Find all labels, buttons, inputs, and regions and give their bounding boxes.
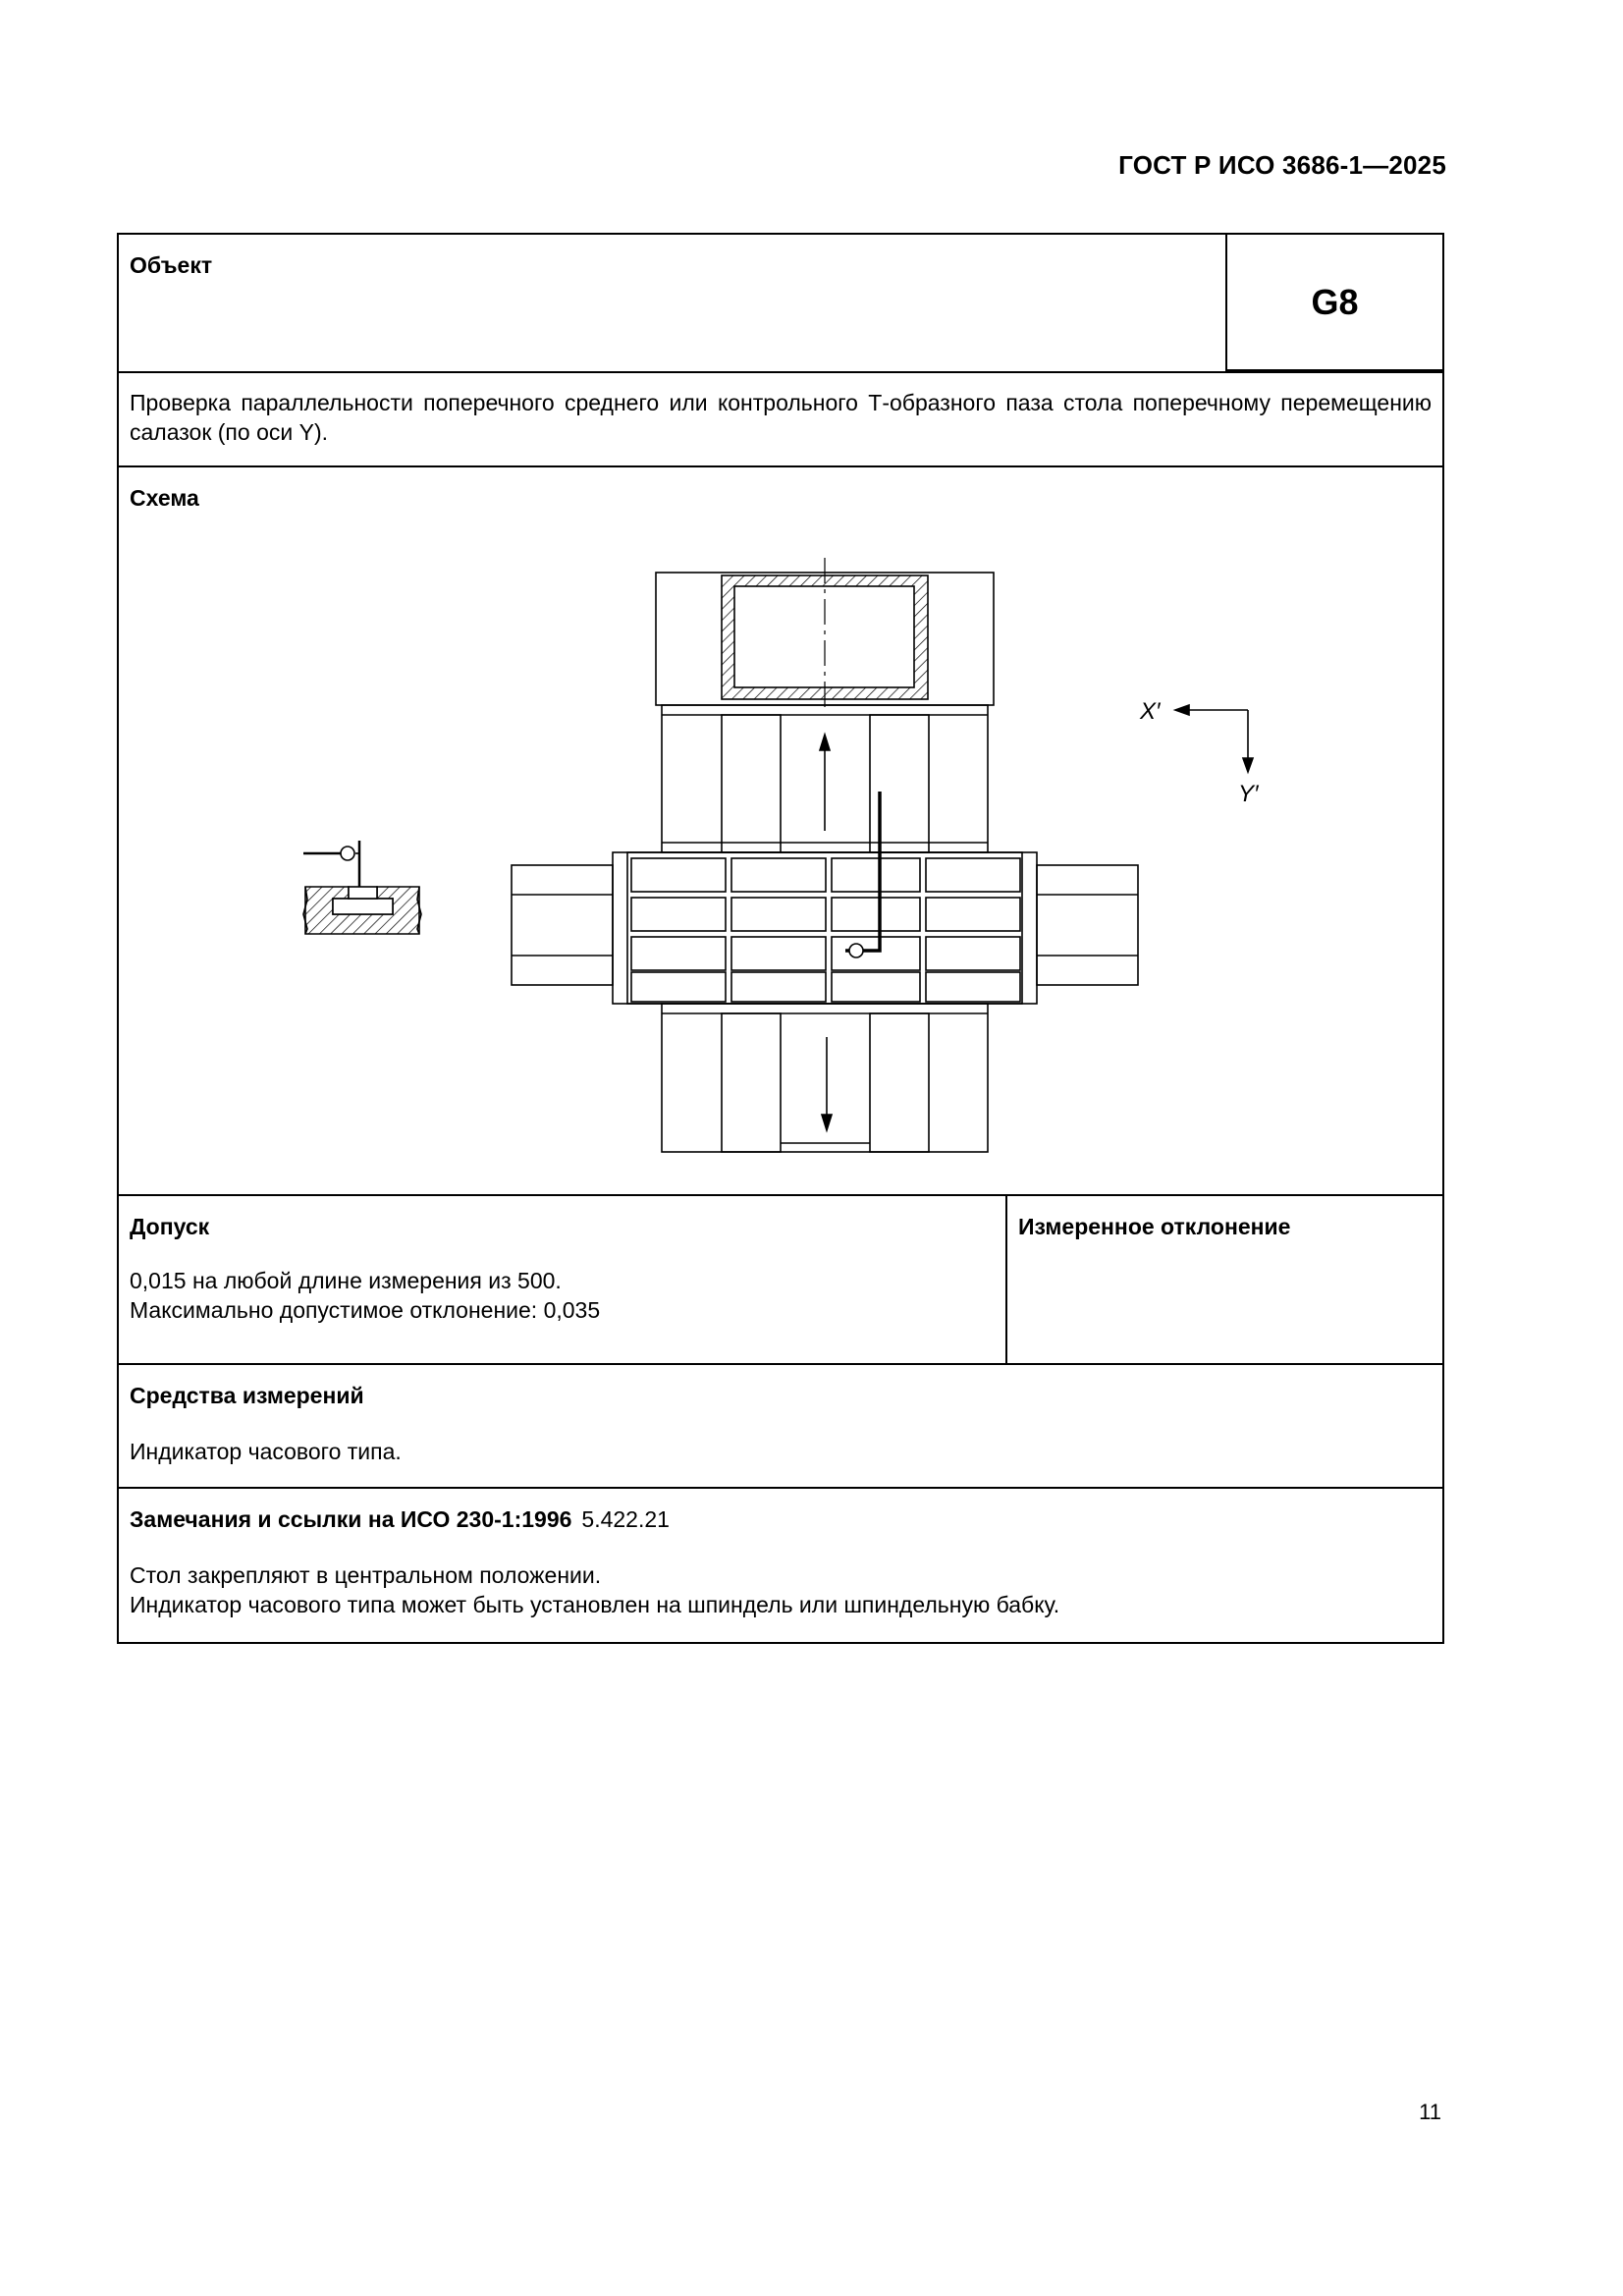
object-row <box>119 235 1442 373</box>
test-code: G8 <box>1225 235 1442 371</box>
tolerance-line-1: 0,015 на любой длине измерения из 500. <box>130 1268 562 1293</box>
tolerance-heading: Допуск <box>130 1214 210 1239</box>
axis-x-label: X′ <box>1140 698 1161 725</box>
object-heading: Объект <box>130 252 213 278</box>
machine-table <box>512 852 1138 1004</box>
page-number: 11 <box>1419 2100 1441 2124</box>
axis-symbol <box>1175 705 1253 772</box>
movement-arrow-up <box>820 735 830 831</box>
instruments-text: Индикатор часового типа. <box>130 1439 402 1464</box>
scheme-row <box>119 467 1442 1196</box>
saddle-lower <box>662 1004 988 1152</box>
scheme-heading: Схема <box>130 485 199 511</box>
object-description: Проверка параллельности поперечного среднего или контрольного Т-образного паза стола поперечному перемещению салазок (по оси Y). <box>130 390 1432 445</box>
machine-scheme-diagram <box>119 467 1444 1196</box>
inspection-sheet <box>117 233 1444 1644</box>
iso-reference: 5.422.21 <box>581 1506 670 1532</box>
notes-line-2: Индикатор часового типа может быть установлен на шпиндель или шпиндельную бабку. <box>130 1592 1060 1617</box>
movement-arrow-down <box>822 1037 832 1130</box>
measured-deviation-heading: Измеренное отклонение <box>1018 1214 1291 1239</box>
description-row <box>119 373 1442 467</box>
axis-y-label: Y′ <box>1238 781 1259 807</box>
table-t-slots <box>631 858 1020 1002</box>
standard-id: ГОСТ Р ИСО 3686-1—2025 <box>1118 150 1446 180</box>
dial-indicator <box>845 792 880 957</box>
notes-line-1: Стол закрепляют в центральном положении. <box>130 1562 602 1588</box>
notes-heading: Замечания и ссылки на ИСО 230-1:1996 <box>130 1506 572 1532</box>
instruments-row <box>119 1365 1442 1489</box>
tolerance-line-2: Максимально допустимое отклонение: 0,035 <box>130 1297 601 1323</box>
instruments-heading: Средства измерений <box>130 1383 364 1408</box>
tolerance-row <box>119 1196 1442 1365</box>
t-slot-section-detail <box>303 841 421 934</box>
notes-row <box>119 1489 1442 1642</box>
